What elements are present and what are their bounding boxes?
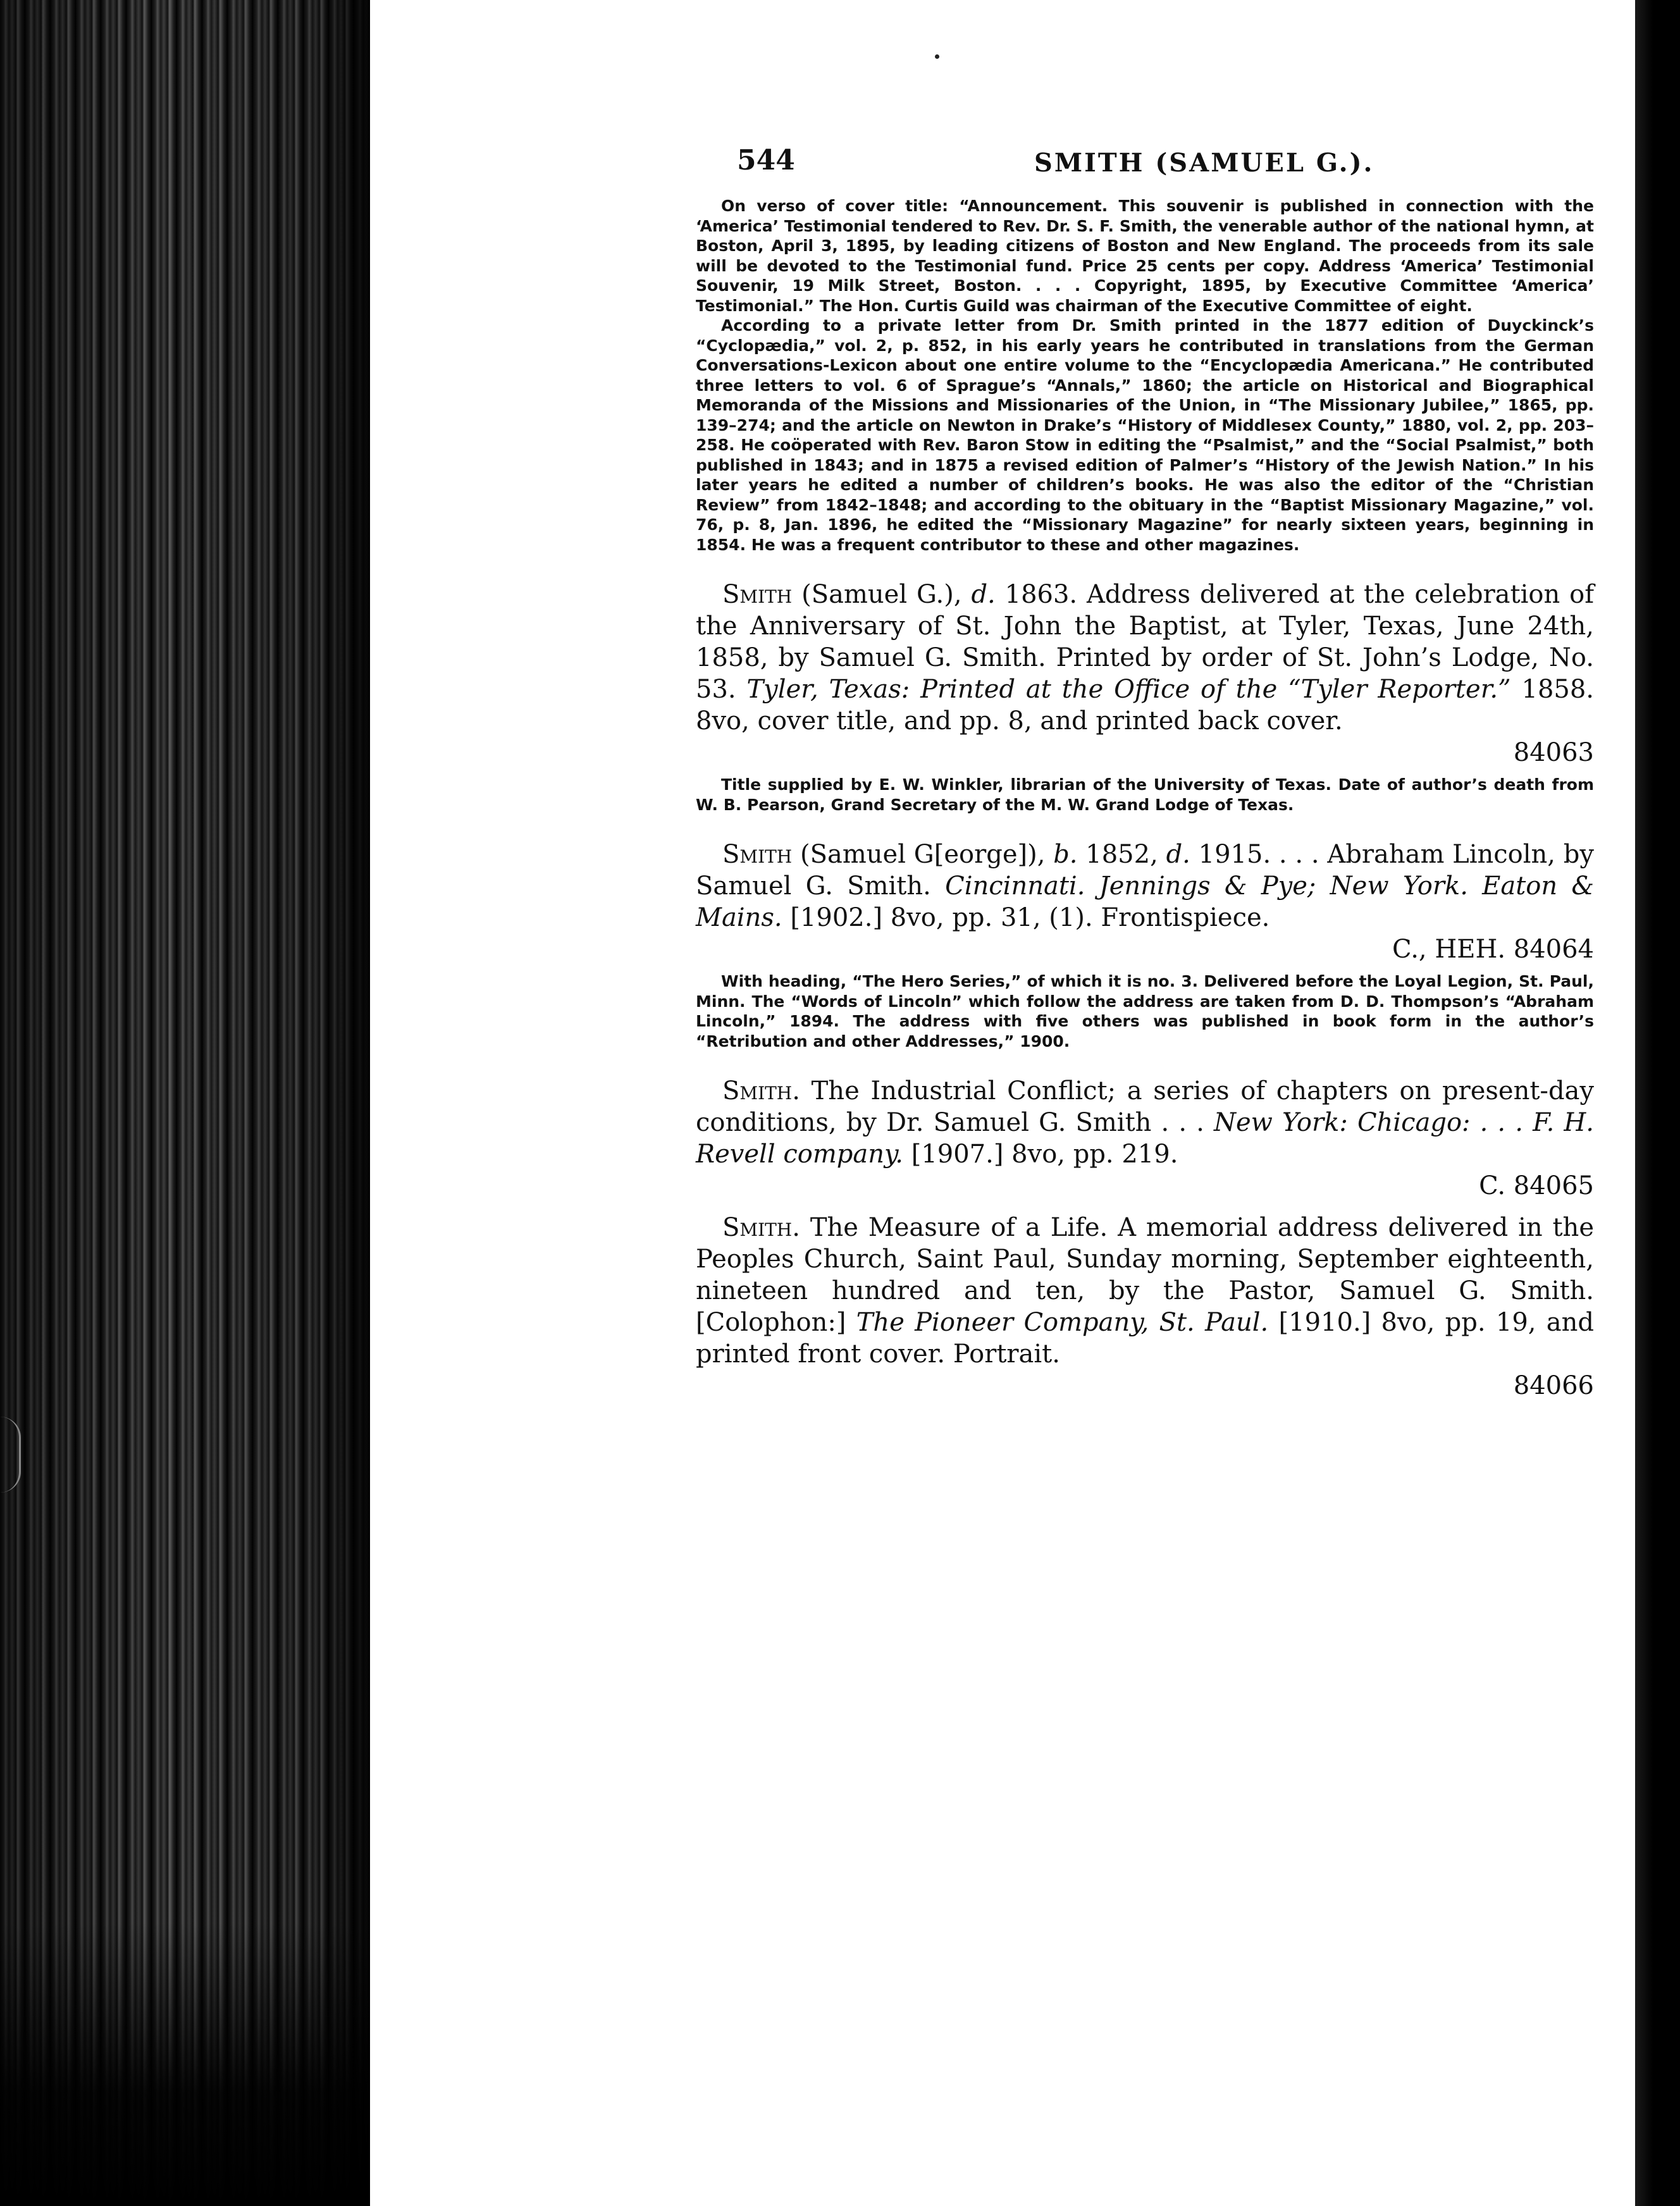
entry-text: [1910.] 8vo, pp. 19, and printed front cover. Portrait. <box>696 1308 1594 1369</box>
spine-shadow <box>0 0 370 2206</box>
entry-number: 84063 <box>1513 738 1594 767</box>
entry-text: 1852, <box>1077 840 1166 869</box>
entry-italic: d. <box>971 580 996 609</box>
entry-text: 1858. 8vo, cover title, and pp. 8, and printed back cover. <box>696 675 1595 736</box>
page-right-edge <box>1635 0 1680 2206</box>
running-head: SMITH (SAMUEL G.). <box>1034 148 1374 178</box>
entry-number: C. 84065 <box>1479 1171 1594 1200</box>
edge-mark <box>0 1417 21 1493</box>
entry-imprint: Cincinnati. Jennings & Pye; New York. Eaton & Mains. <box>696 872 1594 932</box>
bibliography-entry <box>696 579 1594 768</box>
entry-text: (Samuel G[eorge]), <box>792 840 1054 869</box>
entry-number: 84066 <box>1513 1371 1594 1400</box>
page-header <box>696 139 1594 196</box>
bibliography-entry <box>696 1212 1594 1402</box>
note-paragraph: On verso of cover title: “Announcement. This souvenir is published in connection with the ‘America’ Testimonial tendered to Rev. Dr. S. F. Smith, the venerable author of the national hymn, at Boston, April 3, 1895, by leading citizens of Boston and New England. The proceeds from its sale will be devoted to the Testimonial fund. Price 25 cents per copy. Address ‘America’ Testimonial Souvenir, 19 Milk Street, Boston. . . . Copyright, 1895, by Executive Committee ‘America’ Testimonial.” The Hon. Curtis Guild was chairman of the Executive Committee of eight. <box>696 197 1594 315</box>
entry-text: . The Measure of a Life. A memorial address delivered in the Peoples Church, Saint Paul, Sunday morning, September eighteenth, nineteen hundred and ten, by the Pastor, Samuel G. Smith. [Colophon:] <box>696 1213 1594 1337</box>
entry-text: (Samuel G.), <box>792 580 972 609</box>
entry-imprint: New York: Chicago: . . . F. H. Revell company. <box>696 1108 1595 1169</box>
entry-imprint: Tyler, Texas: Printed at the Office of the “Tyler Reporter.” <box>746 675 1511 704</box>
entry-imprint: The Pioneer Company, St. Paul. <box>856 1308 1269 1337</box>
entry-text: [1907.] 8vo, pp. 219. <box>903 1140 1178 1169</box>
note-paragraph: According to a private letter from Dr. Smith printed in the 1877 edition of Duyckinck’s “Cyclopædia,” vol. 2, p. 852, in his early years he contributed in translations from the German Conversations-Lexicon about one entire volume to the “Encyclopædia Americana.” He contributed three letters to vol. 6 of Sprague’s “Annals,” 1860; the article on Historical and Biographical Memoranda of the Missions and Missionaries of the Union, in “The Missionary Jubilee,” 1865, pp. 139–274; and the article on Newton in Drake’s “History of Middlesex County,” 1880, vol. 2, pp. 203–258. He coöperated with Rev. Baron Stow in editing the “Psalmist,” and the “Social Psalmist,” both published in 1843; and in 1875 a revised edition of Palmer’s “History of the Jewish Nation.” In his later years he edited a number of children’s books. He was also the editor of the “Christian Review” from 1842–1848; and according to the obituary in the “Baptist Missionary Magazine,” vol. 76, p. 8, Jan. 1896, he edited the “Missionary Magazine” for nearly sixteen years, beginning in 1854. He was a frequent contributor to these and other magazines. <box>696 316 1594 554</box>
entry-note: Title supplied by E. W. Winkler, librarian of the University of Texas. Date of author’s death from W. B. Pearson, Grand Secretary of the M. W. Grand Lodge of Texas. <box>696 775 1594 814</box>
speck <box>935 54 939 59</box>
entry-heading: Smith <box>722 1076 793 1106</box>
entry-italic: d. <box>1166 840 1190 869</box>
entry-note: With heading, “The Hero Series,” of which it is no. 3. Delivered before the Loyal Legion, St. Paul, Minn. The “Words of Lincoln” which follow the address are taken from D. D. Thompson’s “Abraham Lincoln,” 1894. The address with five others was published in book form in the author’s “Retribution and other Addresses,” 1900. <box>696 972 1594 1051</box>
entry-text: 1863. Address delivered at the celebration of the Anniversary of St. John the Baptist, at Tyler, Texas, June 24th, 1858, by Samuel G. Smith. Printed by order of St. John’s Lodge, No. 53. <box>696 580 1595 704</box>
spine-bottom-shadow <box>0 1923 370 2206</box>
entry-heading: Smith <box>722 580 793 609</box>
entry-text: . The Industrial Conflict; a series of chapters on present-day conditions, by Dr. Samuel G. Smith . . . <box>696 1076 1594 1137</box>
page-content <box>696 139 1594 1402</box>
page-number: 544 <box>737 144 795 176</box>
entry-text: [1902.] 8vo, pp. 31, (1). Frontispiece. <box>782 903 1270 932</box>
entry-heading: Smith <box>722 1213 793 1242</box>
bibliography-entry <box>696 1075 1594 1202</box>
entry-number: C., HEH. 84064 <box>1392 935 1594 964</box>
entry-heading: Smith <box>722 840 793 869</box>
entry-italic: b. <box>1053 840 1078 869</box>
entry-text: 1915. . . . Abraham Lincoln, by Samuel G. Smith. <box>696 840 1594 901</box>
bibliography-entry <box>696 839 1594 965</box>
